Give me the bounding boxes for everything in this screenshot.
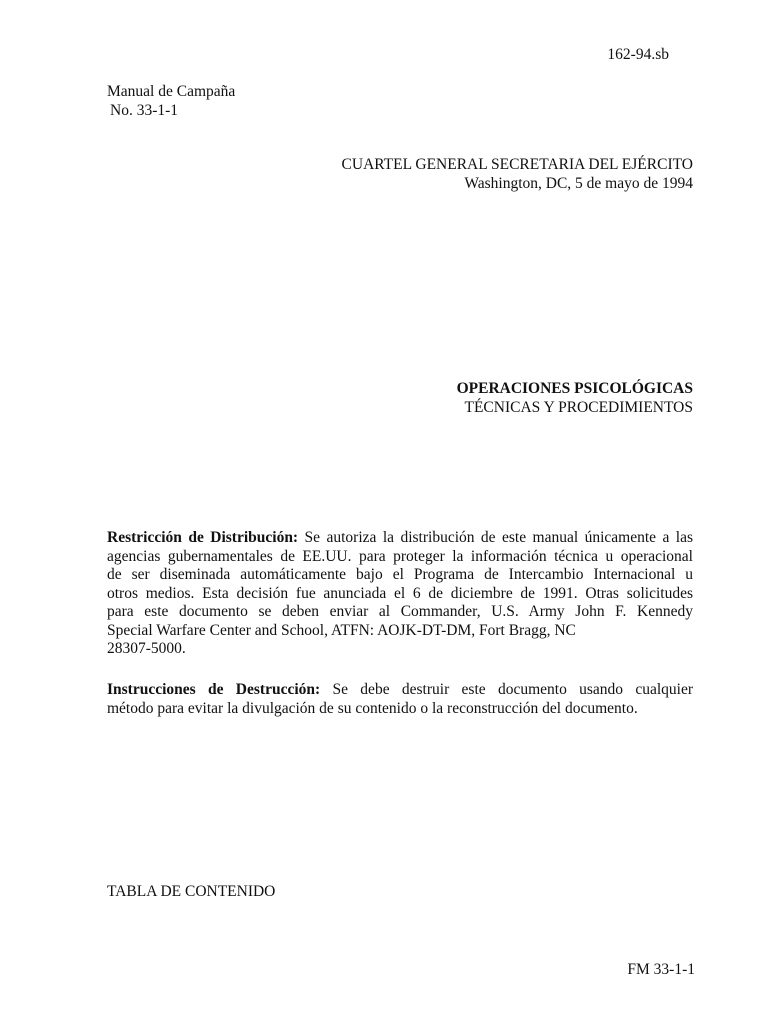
- restriction-text-line: 28307-5000.: [107, 640, 186, 657]
- footer-code: FM 33-1-1: [627, 961, 695, 978]
- destruction-instructions-paragraph: [107, 681, 693, 718]
- document-title-block: [300, 380, 693, 417]
- document-code: 162-94.sb: [607, 46, 669, 63]
- restriction-text-line: para este documento se deben enviar al Commander, U.S. Army John F. Kennedy: [107, 603, 693, 620]
- document-subtitle: TÉCNICAS Y PROCEDIMIENTOS: [464, 398, 693, 416]
- restriction-text-line: agencias gubernamentales de EE.UU. para proteger la información técnica u operacional: [107, 547, 693, 565]
- manual-identifier: [107, 83, 235, 120]
- place-date: Washington, DC, 5 de mayo de 1994: [464, 174, 693, 192]
- document-title: OPERACIONES PSICOLÓGICAS: [456, 380, 693, 397]
- destruction-label: Instrucciones de Destrucción:: [107, 681, 321, 698]
- restriction-text-line: otros medios. Esta decisión fue anunciada el 6 de diciembre de 1991. Otras solicitudes: [107, 584, 693, 602]
- paragraph-line: [107, 529, 693, 548]
- distribution-restriction-paragraph: [107, 529, 693, 659]
- manual-number: No. 33-1-1: [110, 101, 179, 119]
- manual-label: Manual de Campaña: [107, 83, 236, 100]
- restriction-text-line: Special Warfare Center and School, ATFN: AOJK-DT-DM, Fort Bragg, NC: [107, 621, 576, 639]
- restriction-label: Restricción de Distribución:: [107, 529, 299, 546]
- destruction-text-line: Se debe destruir este documento usando cualquier: [332, 681, 694, 698]
- headquarters-block: [300, 156, 693, 193]
- paragraph-line: [107, 681, 693, 700]
- table-of-contents-heading: TABLA DE CONTENIDO: [107, 883, 276, 900]
- headquarters-name: CUARTEL GENERAL SECRETARIA DEL EJÉRCITO: [341, 156, 693, 173]
- destruction-text-line: método para evitar la divulgación de su contenido o la reconstrucción del documento.: [107, 699, 638, 717]
- restriction-text-line: Se autoriza la distribución de este manual únicamente a las: [304, 529, 693, 546]
- restriction-text-line: de ser diseminada automáticamente bajo el Programa de Intercambio Internacional u: [107, 566, 693, 583]
